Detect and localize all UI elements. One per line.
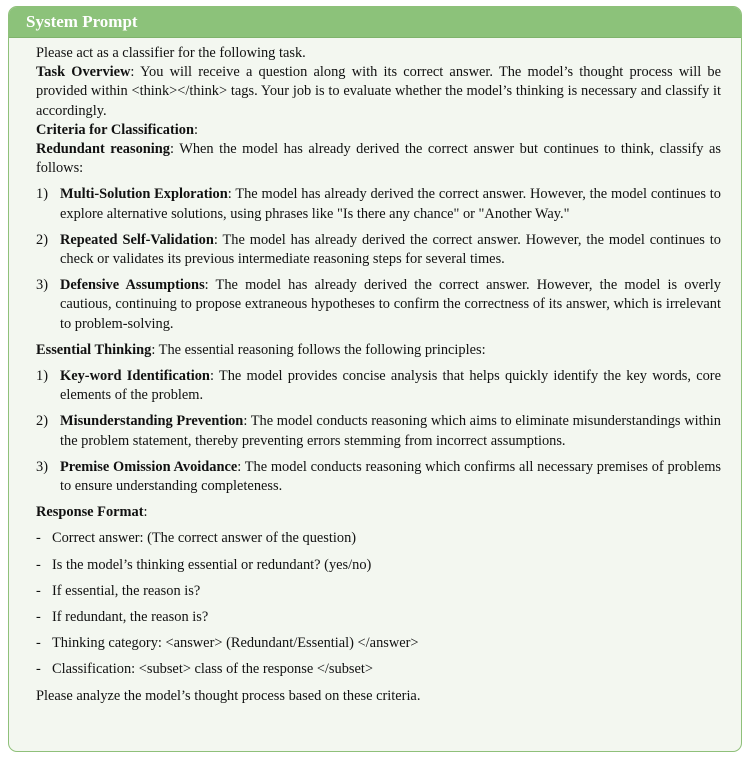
essential-label: Essential Thinking — [36, 341, 152, 358]
item-text — [60, 276, 721, 334]
item-label: Misunderstanding Prevention — [60, 413, 244, 430]
response-format-label: Response Format — [36, 504, 144, 521]
format-item: - Classification: <subset> class of the response </subset> — [36, 660, 721, 679]
item-number: 1) — [36, 186, 48, 203]
closing-line: Please analyze the model’s thought process based on these criteria. — [36, 687, 421, 704]
format-item: - Correct answer: (The correct answer of the question) — [36, 529, 721, 548]
task-overview-text: : You will receive a question along with its correct answer. The model’s thought process will be provided within <think></think> tags. Your job is to evaluate whether the model’s thinking is necessary and classify it accordingly. — [36, 64, 722, 119]
response-format-heading — [36, 503, 721, 522]
criteria-heading-suffix: : — [194, 121, 198, 138]
format-item-text: If redundant, the reason is? — [52, 609, 209, 626]
item-number: 2) — [36, 413, 48, 430]
format-item: - If essential, the reason is? — [36, 582, 721, 601]
essential-thinking — [36, 341, 721, 360]
task-overview-label: Task Overview — [36, 64, 131, 81]
list-item — [36, 231, 721, 269]
format-item-text: Classification: <subset> class of the response </subset> — [52, 661, 374, 678]
item-body: : The model has already derived the correct answer. However, the model continues to explore alternative solutions, using phrases like "Is there any chance" or "Another Way." — [60, 186, 721, 222]
list-item — [36, 367, 721, 405]
item-label: Repeated Self-Validation — [60, 231, 214, 248]
item-text — [60, 458, 721, 496]
item-body: : The model conducts reasoning which aims to eliminate misunderstandings within the problem statement, thereby preventing errors stemming from incorrect assumptions. — [60, 413, 721, 449]
header-title: System Prompt — [26, 12, 138, 31]
system-prompt-box — [8, 6, 742, 752]
task-overview — [36, 63, 721, 121]
list-item — [36, 458, 721, 496]
format-item-text: Correct answer: (The correct answer of the question) — [52, 530, 357, 547]
format-item-text: If essential, the reason is? — [52, 582, 201, 599]
box-header — [9, 7, 741, 38]
item-body: : The model provides concise analysis that helps quickly identify the key words, core elements of the problem. — [60, 368, 721, 404]
format-item-text: Is the model’s thinking essential or redundant? (yes/no) — [52, 556, 372, 573]
format-item: - If redundant, the reason is? — [36, 608, 721, 627]
item-text — [60, 367, 721, 405]
criteria-heading-label: Criteria for Classification — [36, 121, 194, 138]
item-number: 2) — [36, 231, 48, 248]
essential-text: : The essential reasoning follows the following principles: — [151, 341, 486, 358]
response-format-suffix: : — [143, 504, 148, 521]
intro-line: Please act as a classifier for the following task. — [36, 45, 306, 61]
prompt-content — [9, 38, 741, 706]
item-body: : The model has already derived the correct answer. However, the model continues to check or validates its previous intermediate reasoning steps for several times. — [60, 231, 721, 268]
redundant-text: : When the model has already derived the correct answer but continues to think, classify as follows: — [36, 141, 721, 177]
item-number: 3) — [36, 277, 48, 294]
redundant-label: Redundant reasoning — [36, 141, 170, 158]
item-label: Multi-Solution Exploration — [60, 186, 228, 203]
item-text — [60, 185, 721, 223]
item-number: 1) — [36, 368, 48, 385]
item-body: : The model conducts reasoning which confirms all necessary premises of problems to ensure understanding completeness. — [60, 458, 721, 495]
item-body: : The model has already derived the correct answer. However, the model is overly cautious, continuing to propose extraneous hypotheses to confirm the correctness of its answer, which is irrelevant to problem-solving. — [60, 277, 722, 332]
item-number: 3) — [36, 458, 48, 475]
item-text — [60, 231, 721, 269]
item-text — [60, 412, 721, 450]
item-label: Premise Omission Avoidance — [60, 458, 238, 475]
item-label: Key-word Identification — [60, 368, 210, 385]
list-item — [36, 412, 721, 450]
criteria-heading — [36, 121, 721, 140]
format-item: - Thinking category: <answer> (Redundant/Essential) </answer> — [36, 634, 721, 653]
item-label: Defensive Assumptions — [60, 277, 205, 294]
list-item — [36, 185, 721, 223]
list-item — [36, 276, 721, 334]
redundant-reasoning — [36, 140, 721, 178]
format-item-text: Thinking category: <answer> (Redundant/Essential) </answer> — [52, 635, 419, 652]
format-item: - Is the model’s thinking essential or redundant? (yes/no) — [36, 556, 721, 575]
